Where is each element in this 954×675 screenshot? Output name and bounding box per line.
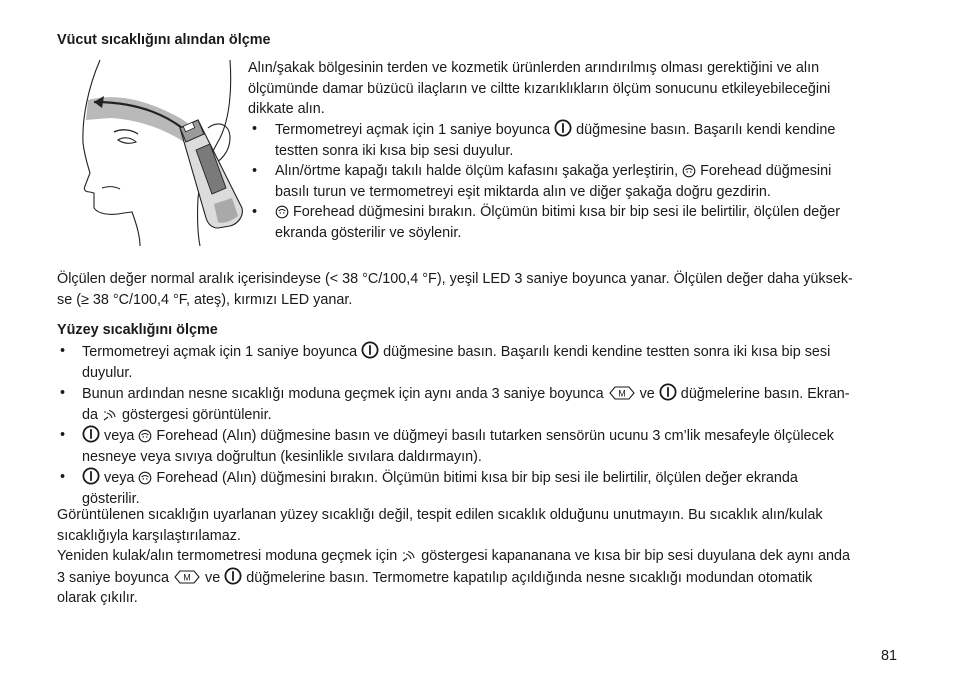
text-span: gösterilir. [82, 490, 140, 507]
page-number: 81 [880, 648, 897, 664]
text-span: düğmelerine basın. Ekran- [676, 386, 850, 402]
bullet-glyph: • [60, 469, 66, 485]
text-span: veya [100, 428, 139, 444]
section1-bullet-list [248, 119, 908, 243]
result-line-1: Ölçülen değer normal aralık içerisindeyse (< 38 °C/100,4 °F), yeşil LED 3 saniye boyunca yanar. Ölçülen değer daha yüksek- [57, 271, 853, 287]
bullet-glyph: • [252, 204, 258, 220]
list-item [57, 383, 907, 425]
forehead-button-icon [138, 471, 152, 485]
intro-line-2: ölçümünde damar büzücü ilaçların ve ciltte kızarıklıkların ölçüm sonucunu etkileyebileceğini [248, 80, 831, 97]
text-span: olarak çıkılır. [57, 590, 138, 606]
text-span: Bunun ardından nesne sıcaklığı moduna geçmek için aynı anda 3 saniye boyunca [82, 386, 608, 402]
text-span: testten sonra iki kısa bip sesi duyulur. [275, 142, 514, 159]
text-span: ve [635, 386, 659, 402]
bullet-glyph: • [60, 343, 66, 359]
bullet-glyph: • [60, 427, 66, 443]
power-button-icon [659, 383, 677, 401]
text-span: düğmelerine basın. Termometre kapatılıp açıldığında nesne sıcaklığı modundan otomatik [242, 569, 813, 586]
object-mode-icon [401, 549, 417, 563]
section1-intro [248, 58, 830, 120]
forehead-button-icon [275, 205, 289, 219]
text-span: düğmesine basın. Başarılı kendi kendine testten sonra iki kısa bip sesi [379, 344, 831, 360]
text-span: göstergesi görüntülenir. [118, 406, 272, 423]
note-paragraph-2 [57, 546, 850, 609]
result-line-2: se (≥ 38 °C/100,4 °F, ateş), kırmızı LED yanar. [57, 291, 353, 308]
text-span: ekranda gösterilir ve söylenir. [275, 224, 462, 241]
mode-button-icon [608, 385, 636, 401]
intro-line-1: Alın/şakak bölgesinin terden ve kozmetik ürünlerden arındırılmış olması gerektiğini ve alın [248, 60, 820, 76]
list-item [248, 119, 908, 161]
text-span: nesneye veya sıvıya doğrultun (kesinlikle sıvılara daldırmayın). [82, 448, 482, 465]
text-span: Alın/örtme kapağı takılı halde ölçüm kafasını şakağa yerleştirin, [275, 163, 683, 179]
text-span: duyulur. [82, 364, 133, 381]
section-heading-forehead: Vücut sıcaklığını alından ölçme [57, 32, 271, 48]
power-button-icon [82, 425, 100, 443]
result-paragraph [57, 269, 853, 310]
text-span: Forehead düğmesini bırakın. Ölçümün bitimi kısa bir bip sesi ile belirtilir, ölçülen değer [289, 204, 841, 220]
text-span: Yeniden kulak/alın termometresi moduna geçmek için [57, 548, 402, 564]
text-span: Forehead düğmesini [696, 163, 832, 179]
text-span: Termometreyi açmak için 1 saniye boyunca [275, 122, 555, 138]
forehead-button-icon [682, 164, 696, 178]
bullet-glyph: • [60, 385, 66, 401]
list-item [248, 161, 908, 202]
power-button-icon [361, 341, 379, 359]
object-mode-icon [102, 408, 118, 422]
text-span: basılı turun ve termometreyi eşit miktarda alın ve diğer şakağa doğru gezdirin. [275, 183, 771, 200]
text-span: 3 saniye boyunca [57, 569, 174, 586]
power-button-icon [224, 567, 242, 585]
mode-button-letter: M [183, 572, 191, 582]
text-span: Forehead (Alın) düğmesini bırakın. Ölçümün bitimi kısa bir bip sesi ile belirtilir, ölçülen değer ekranda [152, 470, 798, 486]
text-span: ve [201, 569, 225, 586]
text-span: göstergesi kapananana ve kısa bir bip sesi duyulana dek aynı anda [417, 548, 851, 564]
text-span: veya [100, 470, 139, 486]
list-item [57, 467, 907, 509]
list-item [248, 202, 908, 243]
list-item [57, 341, 907, 383]
text-span: Forehead (Alın) düğmesine basın ve düğmeyi basılı tutarken sensörün ucunu 3 cm’lik mesafeyle ölçülecek [152, 428, 834, 444]
note-paragraph-1 [57, 505, 823, 546]
note1-line-2: sıcaklığıyla karşılaştırılamaz. [57, 527, 241, 544]
text-span: Termometreyi açmak için 1 saniye boyunca [82, 344, 362, 360]
mode-button-letter: M [617, 388, 626, 399]
section2-bullet-list [57, 341, 907, 509]
note1-line-1: Görüntülenen sıcaklığın uyarlanan yüzey sıcaklığı değil, tespit edilen sıcaklık olduğunu unutmayın. Bu sıcaklık alın/kulak [57, 507, 823, 523]
text-span: da [82, 406, 103, 423]
bullet-glyph: • [252, 121, 258, 137]
bullet-glyph: • [252, 163, 258, 179]
forehead-measurement-illustration [80, 58, 245, 246]
section-heading-surface: Yüzey sıcaklığını ölçme [57, 322, 218, 338]
intro-line-3: dikkate alın. [248, 101, 325, 117]
mode-button-icon [173, 569, 201, 585]
list-item [57, 425, 907, 467]
forehead-button-icon [138, 429, 152, 443]
power-button-icon [554, 119, 572, 137]
power-button-icon [82, 467, 100, 485]
text-span: düğmesine basın. Başarılı kendi kendine [572, 122, 836, 138]
